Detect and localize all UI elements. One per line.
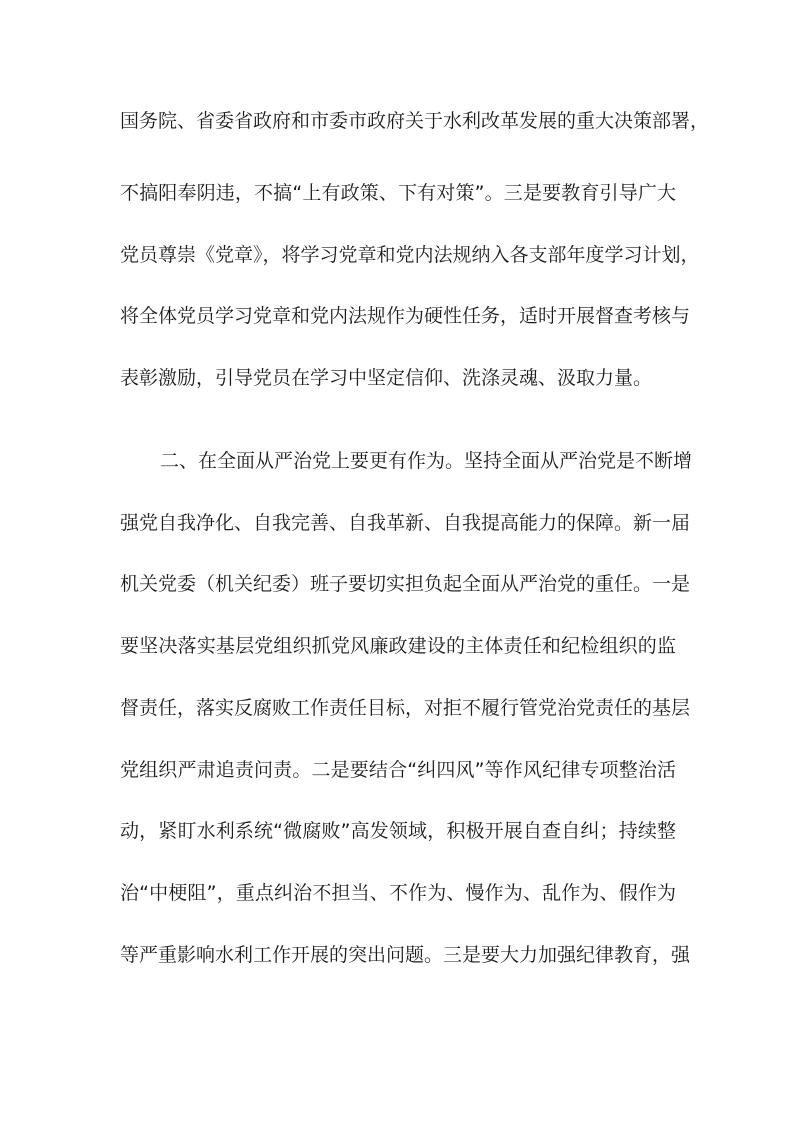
paragraph-line: 治“中梗阻”，重点纠治不担当、不作为、慢作为、乱作为、假作为 [120, 882, 676, 904]
paragraph-line: 等严重影响水利工作开展的突出问题。三是要大力加强纪律教育，强 [120, 944, 691, 966]
paragraph-line: 党员尊崇《党章》，将学习党章和党内法规纳入各支部年度学习计划， [120, 244, 700, 266]
paragraph-line: 机关党委（机关纪委）班子要切实担负起全面从严治党的重任。一是 [120, 573, 691, 595]
paragraph-line: 党组织严肃追责问责。二是要结合“纠四风”等作风纪律专项整治活 [120, 759, 676, 781]
paragraph-line: 国务院、省委省政府和市委市政府关于水利改革发展的重大决策部署， [120, 110, 710, 132]
paragraph-line: 将全体党员学习党章和党内法规作为硬性任务，适时开展督查考核与 [120, 305, 691, 327]
paragraph-line: 表彰激励，引导党员在学习中坚定信仰、洗涤灵魂、汲取力量。 [120, 367, 653, 389]
paragraph-line: 要坚决落实基层党组织抓党风廉政建设的主体责任和纪检组织的监 [120, 635, 676, 657]
paragraph-line: 不搞阳奉阴违，不搞“上有政策、下有对策”。三是要教育引导广大 [120, 182, 676, 204]
paragraph-line: 动，紧盯水利系统“微腐败”高发领域，积极开展自查自纠；持续整 [120, 820, 676, 842]
paragraph-line: 督责任，落实反腐败工作责任目标，对拒不履行管党治党责任的基层 [120, 697, 691, 719]
paragraph-line: 强党自我净化、自我完善、自我革新、自我提高能力的保障。新一届 [120, 512, 691, 534]
paragraph-line: 二、在全面从严治党上要更有作为。坚持全面从严治党是不断增 [160, 450, 693, 472]
